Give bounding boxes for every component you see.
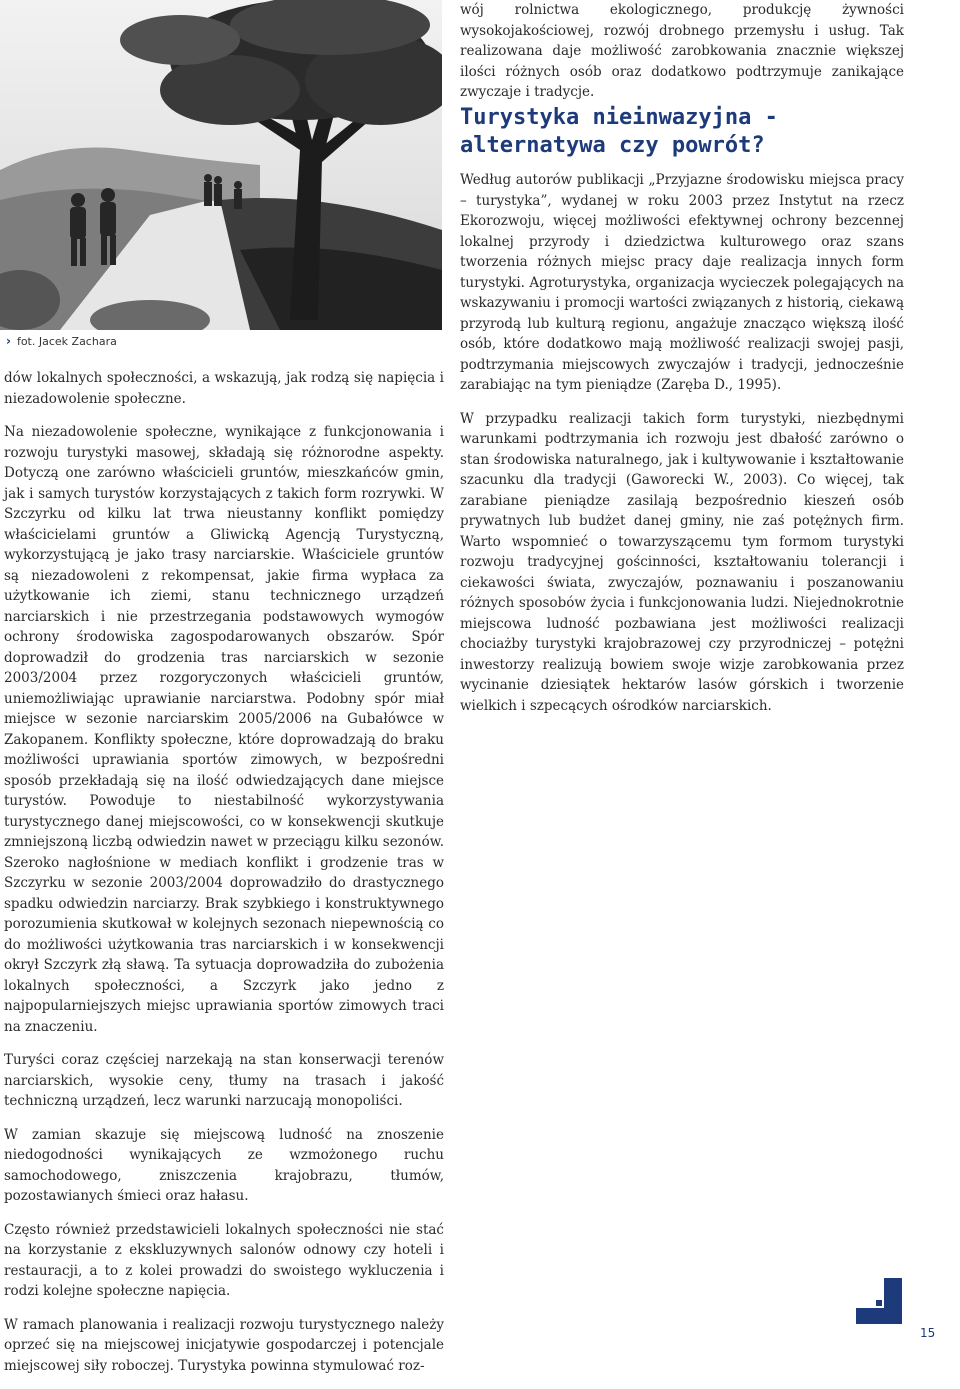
paragraph: Na niezadowolenie społeczne, wynikające z funkcjonowania i rozwoju turystyki masowej, składają się różnorodne aspekty. Dotyczą one zarówno właścicieli gruntów, mieszkańców gmin, jak i samych turystów korzystających z takich form rozrywki. W Szczyrku od kilku lat trwa nieustanny konflikt pomiędzy właścicielami gruntów a Gliwicką Agencją Turystyczną, wykorzystującą je jako trasy narciarskie. Właściciele gruntów są niezadowoleni z rekompensat, jakie firma wypłaca za użytkowanie ich ziemi, stanu technicznego urządzeń narciarskich i nie przestrzegania podstawowych wymogów ochrony środowiska zagospodarowanych obszarów. Spór doprowadził do grodzenia tras narciarskich w sezonie 2003/2004 przez rozgoryczonych właścicieli gruntów, uniemożliwiając uprawianie narciarstwa. Podobny spór miał miejsce w sezonie narciarskim 2005/2006 na Gubałówce w Zakopanem. Konflikty społeczne, które doprowadzają do braku możliwości uprawiania sportów zimowych, w bezpośredni sposób przekładają się na ilość odwiedzających dane miejsce turystów. Powoduje to niestabilność wykorzystywania turystycznego danej miejscowości, co w konsekwencji skutkuje zmniejszoną liczbą odwiedzin nawet w przeciągu kilku sezonów. Szeroko nagłośnione w mediach konflikt i grodzenie tras w Szczyrku w sezonie 2003/2004 doprowadziło do drastycznego spadku odwiedzin narciarzy. Brak szybkiego i konstruktywnego porozumienia skutkował w kolejnych sezonach niepewnością co do możliwości użytkowania tras narciarskich i w konsekwencji okrył Szczyrk złą sławą. Ta sytuacja doprowadziła do zubożenia lokalnych społeczności, a Szczyrk jako jedno z najpopularniejszych miejsc uprawiania sportów zimowych traci na znaczeniu. xyxy=(4,424,444,1035)
photo-caption-text: fot. Jacek Zachara xyxy=(16,335,117,348)
left-column xyxy=(4,368,444,1389)
paragraph: dów lokalnych społeczności, a wskazują, jak rodzą się napięcia i niezadowolenie społeczne. xyxy=(4,370,444,407)
chevron-right-icon: › xyxy=(6,334,11,348)
paragraph: W zamian skazuje się miejscową ludność na znoszenie niedogodności wynikających ze wzmożonego ruchu samochodowego, zniszczenia krajobrazu, tłumów, pozostawianych śmieci oraz hałasu. xyxy=(4,1126,444,1204)
photo-illustration xyxy=(0,0,442,330)
paragraph: W ramach planowania i realizacji rozwoju turystycznego należy oprzeć się na miejscowej inicjatywie gospodarczej i potencjale miejscowej siły roboczej. Turystyka powinna stymulować roz- xyxy=(4,1316,444,1374)
page-number: 15 xyxy=(920,1326,936,1340)
page-corner-logo xyxy=(856,1278,902,1324)
paragraph: Często również przedstawicieli lokalnych społeczności nie stać na korzystanie z ekskluzywnych salonów odnowy czy hoteli i restauracji, a to z kolei prowadzi do swoistego wykluczenia i rodzi kolejne społeczne napięcia. xyxy=(4,1221,444,1299)
photo-hikers-tree xyxy=(0,0,442,330)
corner-mark-icon xyxy=(856,1278,902,1324)
paragraph: Turyści coraz częściej narzekają na stan konserwacji terenów narciarskich, wysokie ceny, tłumy na trasach i jakość techniczną urządzeń, lecz warunki narzucają monopoliści. xyxy=(4,1052,444,1109)
right-column-intro xyxy=(460,0,904,116)
section-heading: Turystyka nieinwazyjna - alternatywa czy powrót? xyxy=(460,105,778,158)
right-column xyxy=(460,170,904,729)
photo-caption xyxy=(6,333,117,349)
paragraph: W przypadku realizacji takich form turystyki, niezbędnymi warunkami podtrzymania ich rozwoju jest dbałość zarówno o stan środowiska naturalnego, jak i kultywowanie i kształtowanie szacunku dla tradycji (Gaworecki W., 2003). Co więcej, tak zarabiane pieniądze zasilają bezpośrednio kieszeń osób prywatnych lub budżet danej gminy, nie zaś potężnych firm. Warto wspomnieć o towarzyszącemu tym formom turystyki rozwoju tradycyjnej gościnności, kształtowaniu tolerancji i ciekawości świata, zwyczajów, poznawaniu i poszanowaniu różnych sposobów życia i funkcjonowania ludzi. Niejednokrotnie miejscowa ludność pozbawiana jest możliwości realizacji chociażby turystyki krajobrazowej czy przyrodniczej – potężni inwestorzy realizują bowiem swoje wizje zarobkowania przez wycinanie dziesiątek hektarów lasów górskich i tworzenie wielkich i szpecących ośrodków narciarskich. xyxy=(460,410,904,714)
paragraph: Według autorów publikacji „Przyjazne środowisku miejsca pracy – turystyka”, wydanej w roku 2003 przez Instytut na rzecz Ekorozwoju, więcej możliwości efektywnej ochrony bezcennej lokalnej przyrody i dziedzictwa kulturowego oraz szans tworzenia różnych miejsc pracy daje realizacja innych form turystyki. Agroturystyka, organizacja wycieczek polegających na wskazywaniu i promocji wartości związanych z historią, ciekawą przyrodą lub kulturą regionu, angażuje znacząco większą ilość osób, które dodatkowo mają możliwość realizacji swojej pasji, podtrzymania miejscowych zwyczajów i tradycji, jednocześnie zarabiając na tym pieniądze (Zaręba D., 1995). xyxy=(460,172,904,393)
paragraph: wój rolnictwa ekologicznego, produkcję żywności wysokojakościowej, rozwój drobnego przemysłu i usług. Tak realizowana daje możliwość zarobkowania znacznie większej ilości różnych osób oraz dodatkowo podtrzymuje zanikające zwyczaje i tradycje. xyxy=(460,2,904,100)
